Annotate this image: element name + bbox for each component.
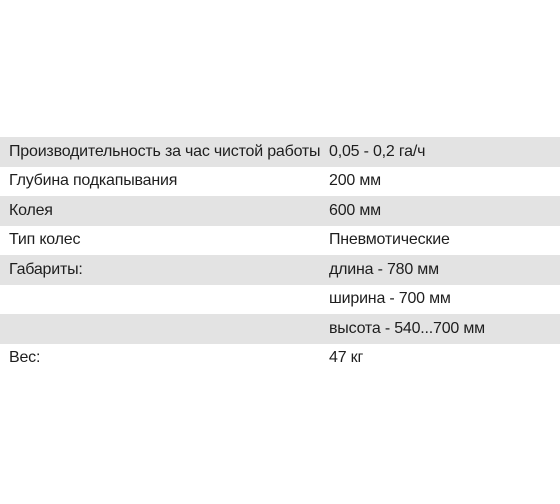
spec-value: длина - 780 мм <box>329 260 439 278</box>
spec-row-productivity <box>0 137 560 167</box>
spec-value: высота - 540...700 мм <box>329 319 485 337</box>
spec-row-dimensions-width <box>0 285 560 315</box>
spec-value: ширина - 700 мм <box>329 290 451 308</box>
spec-label: Габариты: <box>9 260 83 278</box>
spec-label: Колея <box>9 201 53 219</box>
spec-label: Производительность за час чистой работы <box>9 142 321 160</box>
spec-value: 47 кг <box>329 349 364 367</box>
spec-label: Тип колес <box>9 231 81 249</box>
spec-row-digging-depth <box>0 167 560 197</box>
spec-value: 600 мм <box>329 201 381 219</box>
spec-table <box>0 137 560 373</box>
spec-value: Пневмотические <box>329 231 450 249</box>
spec-row-weight <box>0 344 560 374</box>
spec-label: Вес: <box>9 349 41 367</box>
spec-value: 200 мм <box>329 172 381 190</box>
spec-value: 0,05 - 0,2 га/ч <box>329 142 426 160</box>
spec-row-wheel-type <box>0 226 560 256</box>
spec-row-track-width <box>0 196 560 226</box>
spec-row-dimensions <box>0 255 560 285</box>
spec-row-dimensions-height <box>0 314 560 344</box>
spec-label: Глубина подкапывания <box>9 172 178 190</box>
